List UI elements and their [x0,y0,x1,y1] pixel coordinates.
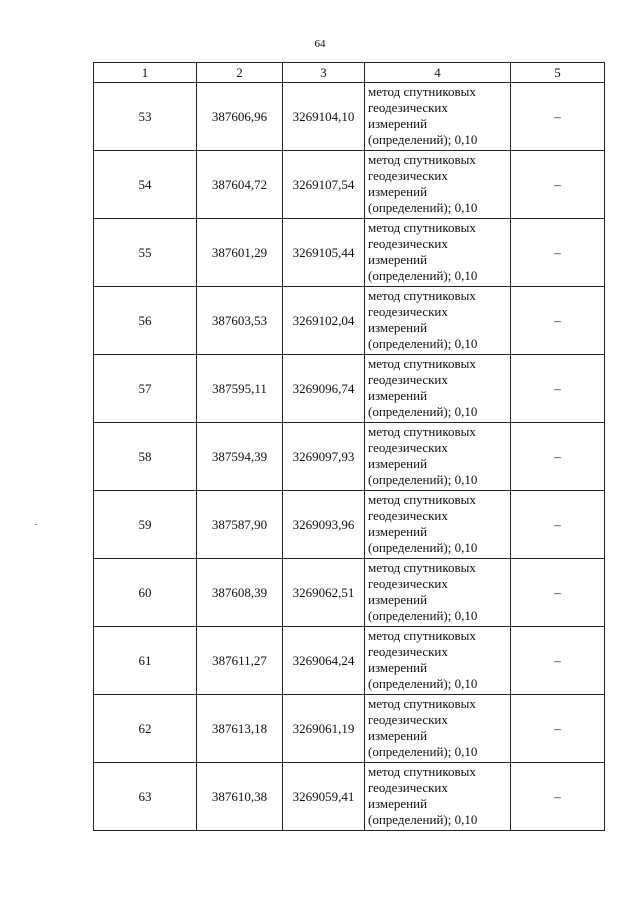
col5-value: – [511,695,605,763]
method-line: геодезических [368,644,448,659]
col5-value: – [511,423,605,491]
col5-value: – [511,355,605,423]
method-line: метод спутниковых [368,84,476,99]
col5-value: – [511,491,605,559]
table-row [94,355,605,423]
method-cell [365,151,511,219]
table-row [94,83,605,151]
point-number: 59 [94,491,197,559]
method-line: метод спутниковых [368,356,476,371]
coord-y: 3269061,19 [283,695,365,763]
method-line: метод спутниковых [368,628,476,643]
method-line: измерений [368,728,428,743]
method-cell [365,355,511,423]
method-line: метод спутниковых [368,492,476,507]
method-cell [365,559,511,627]
header-col-1: 1 [94,63,197,83]
table-row [94,763,605,831]
header-col-4: 4 [365,63,511,83]
coord-x: 387604,72 [197,151,283,219]
method-line: измерений [368,592,428,607]
method-line: геодезических [368,440,448,455]
method-cell [365,287,511,355]
method-line: геодезических [368,780,448,795]
method-line: (определений); 0,10 [368,268,478,283]
method-line: (определений); 0,10 [368,404,478,419]
margin-mark [35,524,37,525]
method-line: (определений); 0,10 [368,200,478,215]
method-cell [365,491,511,559]
col5-value: – [511,559,605,627]
method-cell [365,83,511,151]
method-line: измерений [368,252,428,267]
method-line: измерений [368,796,428,811]
col5-value: – [511,151,605,219]
method-line: (определений); 0,10 [368,540,478,555]
method-line: метод спутниковых [368,560,476,575]
point-number: 58 [94,423,197,491]
method-line: метод спутниковых [368,764,476,779]
table-row [94,559,605,627]
method-line: метод спутниковых [368,696,476,711]
method-line: (определений); 0,10 [368,744,478,759]
method-cell [365,763,511,831]
method-line: измерений [368,388,428,403]
col5-value: – [511,627,605,695]
col5-value: – [511,83,605,151]
point-number: 57 [94,355,197,423]
table-row [94,627,605,695]
header-col-5: 5 [511,63,605,83]
point-number: 56 [94,287,197,355]
method-line: (определений); 0,10 [368,812,478,827]
table-row [94,219,605,287]
point-number: 60 [94,559,197,627]
method-line: измерений [368,456,428,471]
table-row [94,287,605,355]
coord-y: 3269062,51 [283,559,365,627]
method-cell [365,695,511,763]
coord-y: 3269059,41 [283,763,365,831]
coord-x: 387613,18 [197,695,283,763]
table-body [94,83,605,831]
coord-y: 3269096,74 [283,355,365,423]
coord-x: 387608,39 [197,559,283,627]
coord-x: 387610,38 [197,763,283,831]
coord-x: 387595,11 [197,355,283,423]
method-line: геодезических [368,508,448,523]
coord-x: 387603,53 [197,287,283,355]
method-line: геодезических [368,372,448,387]
method-line: измерений [368,116,428,131]
method-line: метод спутниковых [368,424,476,439]
header-col-2: 2 [197,63,283,83]
table-row [94,151,605,219]
page-number: 64 [314,38,326,50]
point-number: 61 [94,627,197,695]
method-line: измерений [368,524,428,539]
point-number: 63 [94,763,197,831]
point-number: 62 [94,695,197,763]
point-number: 53 [94,83,197,151]
coord-y: 3269105,44 [283,219,365,287]
method-line: геодезических [368,304,448,319]
col5-value: – [511,219,605,287]
table-row [94,423,605,491]
method-line: метод спутниковых [368,152,476,167]
method-line: (определений); 0,10 [368,676,478,691]
method-line: измерений [368,320,428,335]
table-row [94,695,605,763]
method-line: (определений); 0,10 [368,132,478,147]
col5-value: – [511,287,605,355]
method-line: метод спутниковых [368,220,476,235]
method-line: метод спутниковых [368,288,476,303]
method-line: геодезических [368,168,448,183]
coord-y: 3269093,96 [283,491,365,559]
coord-x: 387594,39 [197,423,283,491]
coord-x: 387611,27 [197,627,283,695]
method-line: (определений); 0,10 [368,472,478,487]
coord-y: 3269097,93 [283,423,365,491]
coordinates-table [93,62,605,831]
coord-x: 387601,29 [197,219,283,287]
coord-y: 3269104,10 [283,83,365,151]
coord-y: 3269064,24 [283,627,365,695]
col5-value: – [511,763,605,831]
point-number: 54 [94,151,197,219]
coord-y: 3269107,54 [283,151,365,219]
point-number: 55 [94,219,197,287]
method-cell [365,219,511,287]
coord-x: 387587,90 [197,491,283,559]
header-col-3: 3 [283,63,365,83]
method-line: геодезических [368,712,448,727]
method-line: геодезических [368,576,448,591]
table-header-row [94,63,605,83]
method-line: измерений [368,184,428,199]
method-line: геодезических [368,100,448,115]
method-cell [365,423,511,491]
method-cell [365,627,511,695]
table-row [94,491,605,559]
method-line: (определений); 0,10 [368,336,478,351]
method-line: измерений [368,660,428,675]
method-line: (определений); 0,10 [368,608,478,623]
coord-y: 3269102,04 [283,287,365,355]
coord-x: 387606,96 [197,83,283,151]
method-line: геодезических [368,236,448,251]
